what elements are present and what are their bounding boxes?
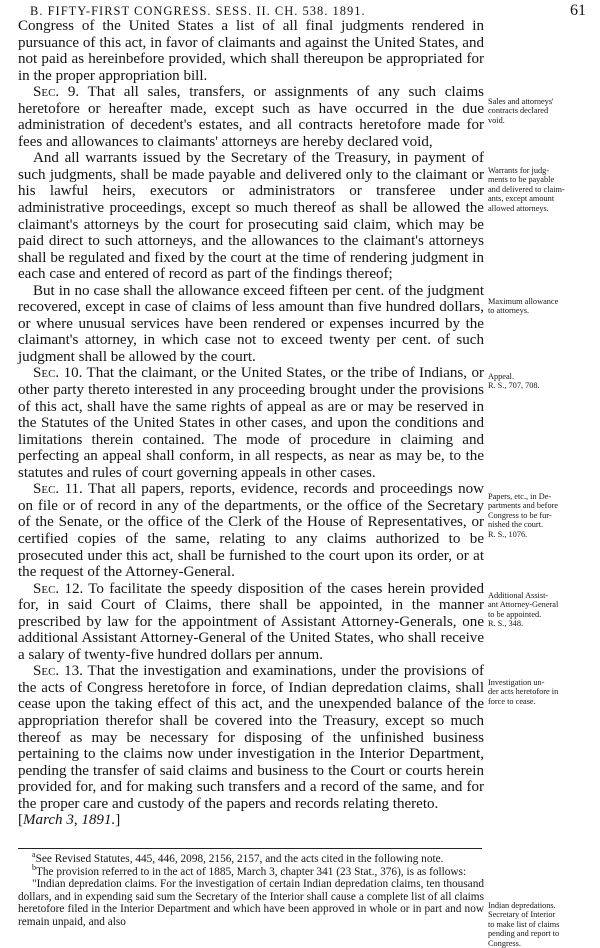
margin-note-line: Maximum allowance <box>488 297 559 306</box>
margin-note-line: Investigation un- <box>488 678 545 687</box>
footnote-text: "Indian depredation claims. For the investigation of certain Indian depredation claims, ten thousand dollars, and in expending said sum the Secretary of the Interior shall cause a complete list of all claims heretofore filed in the Interior Department and which have been approved in whole or in part and now remain unpaid, and also <box>18 878 484 928</box>
approval-date <box>18 812 484 829</box>
margin-note-line: ant Attorney-General <box>488 600 559 610</box>
paragraph <box>18 150 484 282</box>
footnote-marker: b <box>32 862 36 872</box>
margin-note-line: to be appointed. <box>488 609 542 619</box>
footnote-a <box>18 850 484 866</box>
margin-note-line: pending and report to <box>488 929 560 939</box>
paragraph-text: That all sales, transfers, or assignments of any such claims heretofore or hereafter made, except such as have occurred in the due administration of decedent's estates, and all contracts heretofore made for fees and allowances to claimants' attorneys are hereby declared void, <box>18 84 485 150</box>
running-head: B. FIFTY-FIRST CONGRESS. SESS. II. CH. 538. 1891. <box>30 4 366 18</box>
bracket: [ <box>18 812 24 829</box>
section-label: Sec. 12. <box>33 580 84 597</box>
section-label: Sec. 10. <box>33 365 83 382</box>
section-label: Sec. 9. <box>33 84 80 101</box>
paragraph <box>18 283 484 366</box>
paragraph-text: That the claimant, or the United States, or the tribe of Indians, or other party thereto interested in any proceeding brought under the provisions of this act, shall have the same rights of appeal as are or may be reserved in the Statutes of the United States in other cases, and upon the conditions and limitations therein contained. The mode of procedure in claiming and perfecting an appeal shall conform, in all respects, as near as may be, to the statutes and rules of court governing appeals in other cases. <box>18 365 484 481</box>
margin-note <box>488 591 592 629</box>
margin-note-line: ments to be payable <box>488 175 555 185</box>
margin-note-line: partments and before <box>488 501 559 511</box>
margin-note-line: Sales and attorneys' <box>488 97 554 106</box>
margin-note-line: allowed attorneys. <box>488 203 549 213</box>
margin-note-line: to attorneys. <box>488 306 530 316</box>
section-10 <box>18 365 484 481</box>
footnote-b <box>18 862 484 879</box>
margin-note <box>488 166 592 213</box>
date: March 3, 1891. <box>23 812 116 829</box>
margin-note-line: ants, except amount <box>488 194 555 204</box>
page-number: 61 <box>570 2 586 19</box>
footnotes <box>18 850 484 929</box>
margin-note-line: Congress. <box>488 938 521 948</box>
margin-note-line: Additional Assist- <box>488 591 549 600</box>
margin-note <box>488 678 592 706</box>
footnote-quote <box>18 878 484 928</box>
margin-note-line: R. S., 707, 708. <box>488 381 540 391</box>
section-11 <box>18 481 484 580</box>
paragraph-text: That the investigation and examinations, under the provisions of the acts of Congress heretofore in force, of Indian depredation claims, shall cease upon the taking effect of this act, and the unexpended balance of the appropriation therefor shall be covered into the Treasury, except so much thereof as may be necessary for disposing of the unfinished business pertaining to the claims now under investigation in the Interior Department, pending the transfer of said claims and business to the Court or courts herein provided for, and for making such transfers and a record of the same, and for the proper care and custody of the papers and records relating thereto. <box>18 663 484 812</box>
margin-note-line: nished the court. <box>488 520 544 530</box>
margin-note-line: void. <box>488 115 505 125</box>
margin-note <box>488 97 592 125</box>
footnote-text: See Revised Statutes, 445, 446, 2098, 2156, 2157, and the acts cited in the following note. <box>35 853 444 865</box>
paragraph-text: That all papers, reports, evidence, records and proceedings now on file or of record in any of the departments, or the office of the Secretary of the Senate, or the office of the Clerk of the House of Representatives, or certified copies of the same, relating to any claims authorized to be prosecuted under this act, shall be furnished to the court upon its order, or at the request of the Attorney-General. <box>18 481 484 581</box>
margin-note <box>488 492 592 539</box>
margin-note-line: R. S., 1076. <box>488 529 528 539</box>
paragraph-text: And all warrants issued by the Secretary of the Treasury, in payment of such judgments, shall be made payable and delivered only to the claimant or his lawful heirs, executors or administrators or transferee under administrative proceedings, except so much thereof as shall be allowed the claimant's attorneys by the court for prosecuting said claim, which may be paid direct to such attorneys, and the allowances to the claimant's attorneys shall be regulated and fixed by the court at the time of rendering judgment in each case and entered of record as part of the findings thereof; <box>18 150 484 283</box>
margin-note-line: Indian depredations. <box>488 901 556 910</box>
margin-note-line: and delivered to claim- <box>488 184 565 194</box>
margin-note-line: Congress to be fur- <box>488 510 552 520</box>
margin-note-line: to make list of claims <box>488 919 560 929</box>
paragraph-text: Congress of the United States a list of all final judgments rendered in pursuance of this act, in favor of claimants and against the United States, and not paid as hereinbefore provided, which shall thereupon be appropriated for in the proper appropriation bill. <box>18 18 484 84</box>
paragraph-text: To facilitate the speedy disposition of the cases herein provided for, in said Court of Claims, there shall be appointed, in the manner prescribed by law for the appointment of Assistant Attorney-Generals, one additional Assistant Attorney-General of the United States, who shall receive a salary of twenty-five hundred dollars per annum. <box>18 580 485 663</box>
paragraph <box>18 18 484 84</box>
margin-note-line: R. S., 348. <box>488 619 524 629</box>
footnote-marker: a <box>32 850 36 860</box>
margin-note-line: Papers, etc., in De- <box>488 492 552 501</box>
section-13 <box>18 663 484 812</box>
section-9 <box>18 84 484 150</box>
section-12 <box>18 581 484 664</box>
bracket: ] <box>115 812 121 829</box>
margin-note-line: contracts declared <box>488 106 549 116</box>
main-text <box>18 18 484 829</box>
margin-note-line: Appeal. <box>488 372 515 381</box>
margin-note <box>488 372 592 391</box>
footnote-divider <box>18 848 482 849</box>
margin-note-line: Warrants for judg- <box>488 166 550 175</box>
margin-note <box>488 297 592 316</box>
section-label: Sec. 11. <box>33 481 83 498</box>
section-label: Sec. 13. <box>33 663 83 680</box>
margin-note-line: Secretary of Interior <box>488 910 556 920</box>
footnote-text: The provision referred to in the act of 1885, March 3, chapter 341 (23 Stat., 376), is as follows: <box>36 865 467 878</box>
margin-note <box>488 901 592 948</box>
margin-note-line: force to cease. <box>488 696 536 706</box>
paragraph-text: But in no case shall the allowance exceed fifteen per cent. of the judgment recovered, except in case of claims of less amount than five hundred dollars, or where unusual services have been rendered or expenses incurred by the claimant's attorney, in which case not to exceed twenty per cent. of such judgment shall be allowed by the court. <box>18 282 484 365</box>
margin-note-line: der acts heretofore in <box>488 687 559 697</box>
